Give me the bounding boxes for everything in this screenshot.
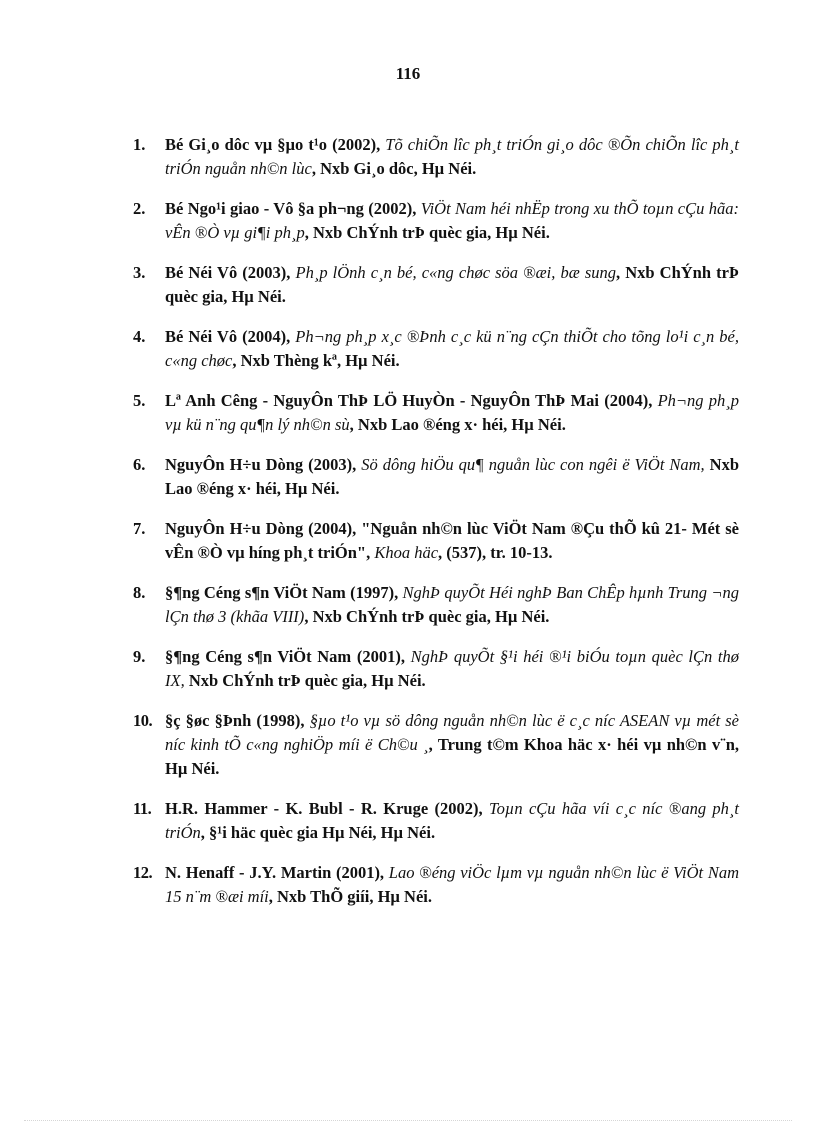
- reference-item: [133, 861, 739, 909]
- reference-item: [133, 581, 739, 629]
- reference-authors: §¶ng Céng s¶n ViÖt Nam (1997),: [165, 583, 399, 602]
- reference-item: [133, 453, 739, 501]
- reference-authors: NguyÔn H÷u Dòng (2003),: [165, 455, 357, 474]
- reference-authors: NguyÔn H÷u Dòng (2004), "Nguån nh©n lùc ViÖt Nam ®Çu thÕ kû 21- Mét sè vÊn ®Ò vµ híng ph¸t triÓn",: [165, 519, 739, 562]
- reference-title: NghÞ quyÕt Héi nghÞ Ban ChÊp hµnh Trung ¬ng lÇn thø 3 (khãa VIII): [165, 583, 739, 626]
- reference-item: [133, 197, 739, 245]
- reference-number: 10.: [133, 711, 153, 730]
- reference-publisher: Nxb Lao ®éng x· héi, Hµ Néi.: [165, 455, 739, 498]
- reference-item: [133, 389, 739, 437]
- reference-publisher: , Nxb Thèng kª, Hµ Néi.: [232, 351, 400, 370]
- reference-authors: Bé Néi Vô (2004),: [165, 327, 291, 346]
- reference-title: Ph¸p lÖnh c¸n bé, c«ng chøc söa ®æi, bæ sung: [295, 263, 616, 282]
- reference-authors: Bé Gi¸o dôc vµ §µo t¹o (2002),: [165, 135, 381, 154]
- reference-publisher: , Nxb Gi¸o dôc, Hµ Néi.: [311, 159, 477, 178]
- reference-title: §µo t¹o vµ sö dông nguån nh©n lùc ë c¸c níc ASEAN vµ mét sè níc kinh tÕ c«ng nghiÖp míi ë Ch©u ¸: [165, 711, 740, 754]
- reference-publisher: , Nxb ChÝnh trÞ quèc gia, Hµ Néi.: [304, 223, 550, 242]
- reference-publisher: , Nxb Lao ®éng x· héi, Hµ Néi.: [349, 415, 566, 434]
- reference-authors: §¶ng Céng s¶n ViÖt Nam (2001),: [165, 647, 405, 666]
- reference-number: 9.: [133, 647, 146, 666]
- reference-item: [133, 261, 739, 309]
- reference-number: 12.: [133, 863, 153, 882]
- reference-title: Ph¬ng ph¸p x¸c ®Þnh c¸c kü n¨ng cÇn thiÕt cho tõng lo¹i c¸n bé, c«ng chøc: [165, 327, 739, 370]
- reference-number: 5.: [133, 391, 146, 410]
- reference-number: 7.: [133, 519, 146, 538]
- reference-number: 3.: [133, 263, 146, 282]
- reference-authors: N. Henaff - J.Y. Martin (2001),: [165, 863, 385, 882]
- reference-item: [133, 797, 739, 845]
- reference-title: NghÞ quyÕt §¹i héi ®¹i biÓu toµn quèc lÇn thø IX,: [165, 647, 740, 690]
- reference-number: 6.: [133, 455, 146, 474]
- reference-item: [133, 709, 739, 781]
- reference-item: [133, 133, 739, 181]
- reference-title: Ph¬ng ph¸p vµ kü n¨ng qu¶n lý nh©n sù: [165, 391, 739, 434]
- reference-publisher: , Trung t©m Khoa häc x· héi vµ nh©n v¨n, Hµ Néi.: [165, 735, 739, 778]
- reference-item: [133, 325, 739, 373]
- reference-publisher: , §¹i häc quèc gia Hµ Néi, Hµ Néi.: [200, 823, 436, 842]
- reference-title: Khoa häc: [374, 543, 439, 562]
- reference-title: Tõ chiÕn lîc ph¸t triÓn gi¸o dôc ®Õn chiÕn lîc ph¸t triÓn nguån nh©n lùc: [165, 135, 740, 178]
- reference-title: Lao ®éng viÖc lµm vµ nguån nh©n lùc ë ViÖt Nam 15 n¨m ®æi míi: [165, 863, 739, 906]
- reference-authors: §ç §øc §Þnh (1998),: [165, 711, 305, 730]
- reference-publisher: , Nxb ChÝnh trÞ quèc gia, Hµ Néi.: [304, 607, 550, 626]
- page-number: 116: [395, 64, 421, 83]
- bottom-divider: [24, 1120, 792, 1121]
- reference-number: 1.: [133, 135, 146, 154]
- reference-title: Toµn cÇu hãa víi c¸c níc ®ang ph¸t triÓn: [165, 799, 739, 842]
- reference-authors: Bé Ngo¹i giao - Vô §a ph¬ng (2002),: [165, 199, 417, 218]
- reference-title: ViÖt Nam héi nhËp trong xu thÕ toµn cÇu hãa: vÊn ®Ò vµ gi¶i ph¸p: [165, 199, 739, 242]
- reference-title: Sö dông hiÖu qu¶ nguån lùc con ngêi ë ViÖt Nam,: [361, 455, 705, 474]
- reference-list: [133, 133, 739, 925]
- reference-publisher: , (537), tr. 10-13.: [438, 543, 553, 562]
- reference-publisher: , Nxb ThÕ giíi, Hµ Néi.: [268, 887, 432, 906]
- reference-authors: Lª Anh Cêng - NguyÔn ThÞ LÖ HuyÒn - NguyÔn ThÞ Mai (2004),: [165, 391, 653, 410]
- reference-item: [133, 645, 739, 693]
- reference-number: 11.: [133, 799, 152, 818]
- reference-authors: H.R. Hammer - K. Bubl - R. Kruge (2002),: [165, 799, 483, 818]
- reference-publisher: , Nxb ChÝnh trÞ quèc gia, Hµ Néi.: [165, 263, 739, 306]
- reference-item: [133, 517, 739, 565]
- reference-number: 4.: [133, 327, 146, 346]
- reference-number: 8.: [133, 583, 146, 602]
- reference-number: 2.: [133, 199, 146, 218]
- reference-publisher: Nxb ChÝnh trÞ quèc gia, Hµ Néi.: [184, 671, 426, 690]
- reference-authors: Bé Néi Vô (2003),: [165, 263, 291, 282]
